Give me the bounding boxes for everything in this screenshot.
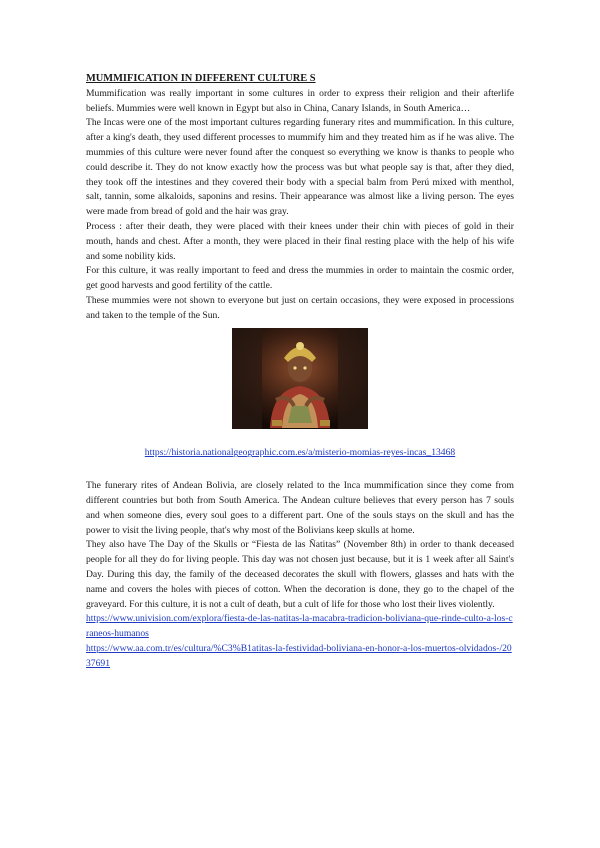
- document-title: MUMMIFICATION IN DIFFERENT CULTURE S: [86, 73, 316, 84]
- univision-link[interactable]: https://www.univision.com/explora/fiesta-de-las-natitas-la-macabra-tradicion-boliviana-que-rinde-culto-a-los-craneos-humanos: [86, 613, 513, 640]
- paragraph-processions: These mummies were not shown to everyone but just on certain occasions, they were exposed in processions and taken to the temple of the Sun.: [86, 294, 514, 321]
- aa-link[interactable]: https://www.aa.com.tr/es/cultura/%C3%B1atitas-la-festividad-boliviana-en-honor-a-los-muertos-olvidados-/2037691: [86, 642, 512, 669]
- paragraph-process: Process : after their death, they were placed with their knees under their chin with pieces of gold in their mouth, hands and chest. After a month, they were placed in their final resting place with the help of his wife and some nobility kids.: [86, 220, 514, 262]
- mummy-illustration: [232, 328, 368, 429]
- paragraph-incas: The Incas were one of the most important cultures regarding funerary rites and mummification. In this culture, after a king's death, they used different processes to mummify him and they treated him as if he was alive. The mummies of this culture were never found after the conquest so everything we know is thanks to people who could describe it. They do not know exactly how the process was but what people say is that, after they died, they took off the intestines and they covered their body with a special balm from Perú mixed with menthol, salt, tannin, some alkaloids, saponins and resins. Their appearance was almost like a living person. The eyes were made from bread of gold and the hair was gray.: [86, 117, 514, 218]
- paragraph-intro: Mummification was really important in some cultures in order to express their religion and their afterlife beliefs. Mummies were well known in Egypt but also in China, Canary Islands, in South America…: [86, 87, 514, 114]
- paragraph-feeding: For this culture, it was really important to feed and dress the mummies in order to maintain the cosmic order, get good harvests and good fertility of the cattle.: [86, 265, 514, 292]
- paragraph-natitas: They also have The Day of the Skulls or “Fiesta de las Ñatitas” (November 8th) in order to thank deceased people for all they do for living people. This day was not chosen just because, but it is 1 week after all Saint's Day. During this day, the family of the deceased decorates the skull with flowers, glasses and hats with the name and covers the holes with pieces of cotton. When the decoration is done, they go to the chapel of the graveyard. For this culture, it is not a cult of death, but a cult of life for those who lost their lives violently.: [86, 539, 514, 610]
- image-source-link[interactable]: https://historia.nationalgeographic.com.es/a/misterio-momias-reyes-incas_13468: [144, 447, 456, 459]
- paragraph-bolivia: The funerary rites of Andean Bolivia, are closely related to the Inca mummification since they come from different countries but both from South America. The Andean culture believes that every person has 7 souls and when someone dies, every soul goes to a different part. One of the souls stays on the skull and has the power to visit the living people, that's why most of the Bolivians keep skulls at home.: [86, 480, 514, 536]
- inca-mummy-photo: [232, 328, 368, 429]
- figure: [86, 328, 514, 435]
- document-body: [86, 72, 514, 672]
